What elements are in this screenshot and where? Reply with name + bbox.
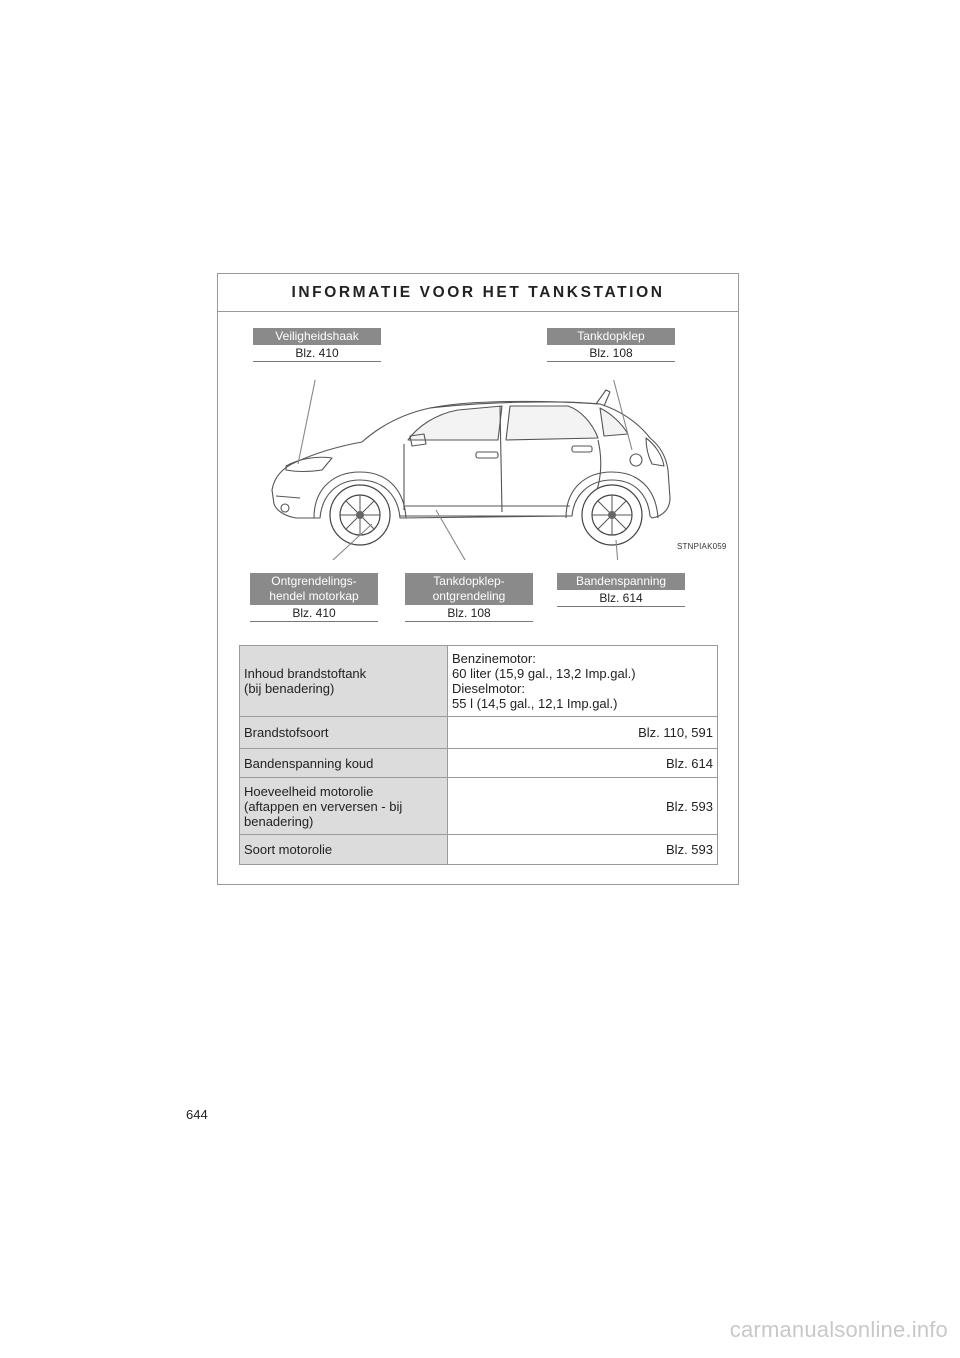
table-value: Blz. 110, 591 [448,717,718,749]
callout-ref: Blz. 410 [253,345,381,362]
watermark: carmanualsonline.info [729,1317,948,1342]
table-row [240,835,718,865]
callout-fuel-door [547,328,675,362]
callout-ref: Blz. 410 [250,605,378,622]
refuel-info-table [239,645,718,865]
callout-fuel-door-release [405,573,533,622]
car-illustration [248,380,728,560]
callout-hood-release [250,573,378,622]
table-value [448,646,718,717]
callout-label [405,573,533,605]
callout-label: Tankdopklep [547,328,675,345]
table-key: Bandenspanning koud [240,749,448,778]
callout-label-line: Ontgrendelings- [271,574,357,588]
table-row [240,717,718,749]
table-key [240,646,448,717]
table-key [240,778,448,835]
key-line: benadering) [244,813,314,829]
callout-label: Bandenspanning [557,573,685,590]
callout-ref: Blz. 108 [547,345,675,362]
value-line: 55 l (14,5 gal., 12,1 Imp.gal.) [452,696,618,711]
table-value: Blz. 614 [448,749,718,778]
table-value: Blz. 593 [448,835,718,865]
table-key: Brandstofsoort [240,717,448,749]
key-line: Hoeveelheid motorolie [244,783,374,799]
figure-code: STNPIAK059 [677,542,727,551]
callout-label: Veiligheidshaak [253,328,381,345]
page-number: 644 [186,1107,208,1122]
callout-label-line: Tankdopklep- [433,574,505,588]
table-row [240,778,718,835]
callout-label [250,573,378,605]
callout-ref: Blz. 614 [557,590,685,607]
callout-label-line: hendel motorkap [269,589,359,603]
page-title: INFORMATIE VOOR HET TANKSTATION [218,274,738,312]
table-value: Blz. 593 [448,778,718,835]
key-line: (bij benadering) [244,681,335,696]
table-row [240,646,718,717]
callout-ref: Blz. 108 [405,605,533,622]
callout-tire-pressure [557,573,685,607]
key-line: Inhoud brandstoftank [244,666,367,681]
value-line: Dieselmotor: [452,681,525,696]
value-line: Benzinemotor: [452,651,536,666]
table-row [240,749,718,778]
table-key: Soort motorolie [240,835,448,865]
callout-safety-hook [253,328,381,362]
callout-label-line: ontgrendeling [432,589,506,603]
value-line: 60 liter (15,9 gal., 13,2 Imp.gal.) [452,666,636,681]
key-line: (aftappen en verversen - bij [244,798,403,814]
